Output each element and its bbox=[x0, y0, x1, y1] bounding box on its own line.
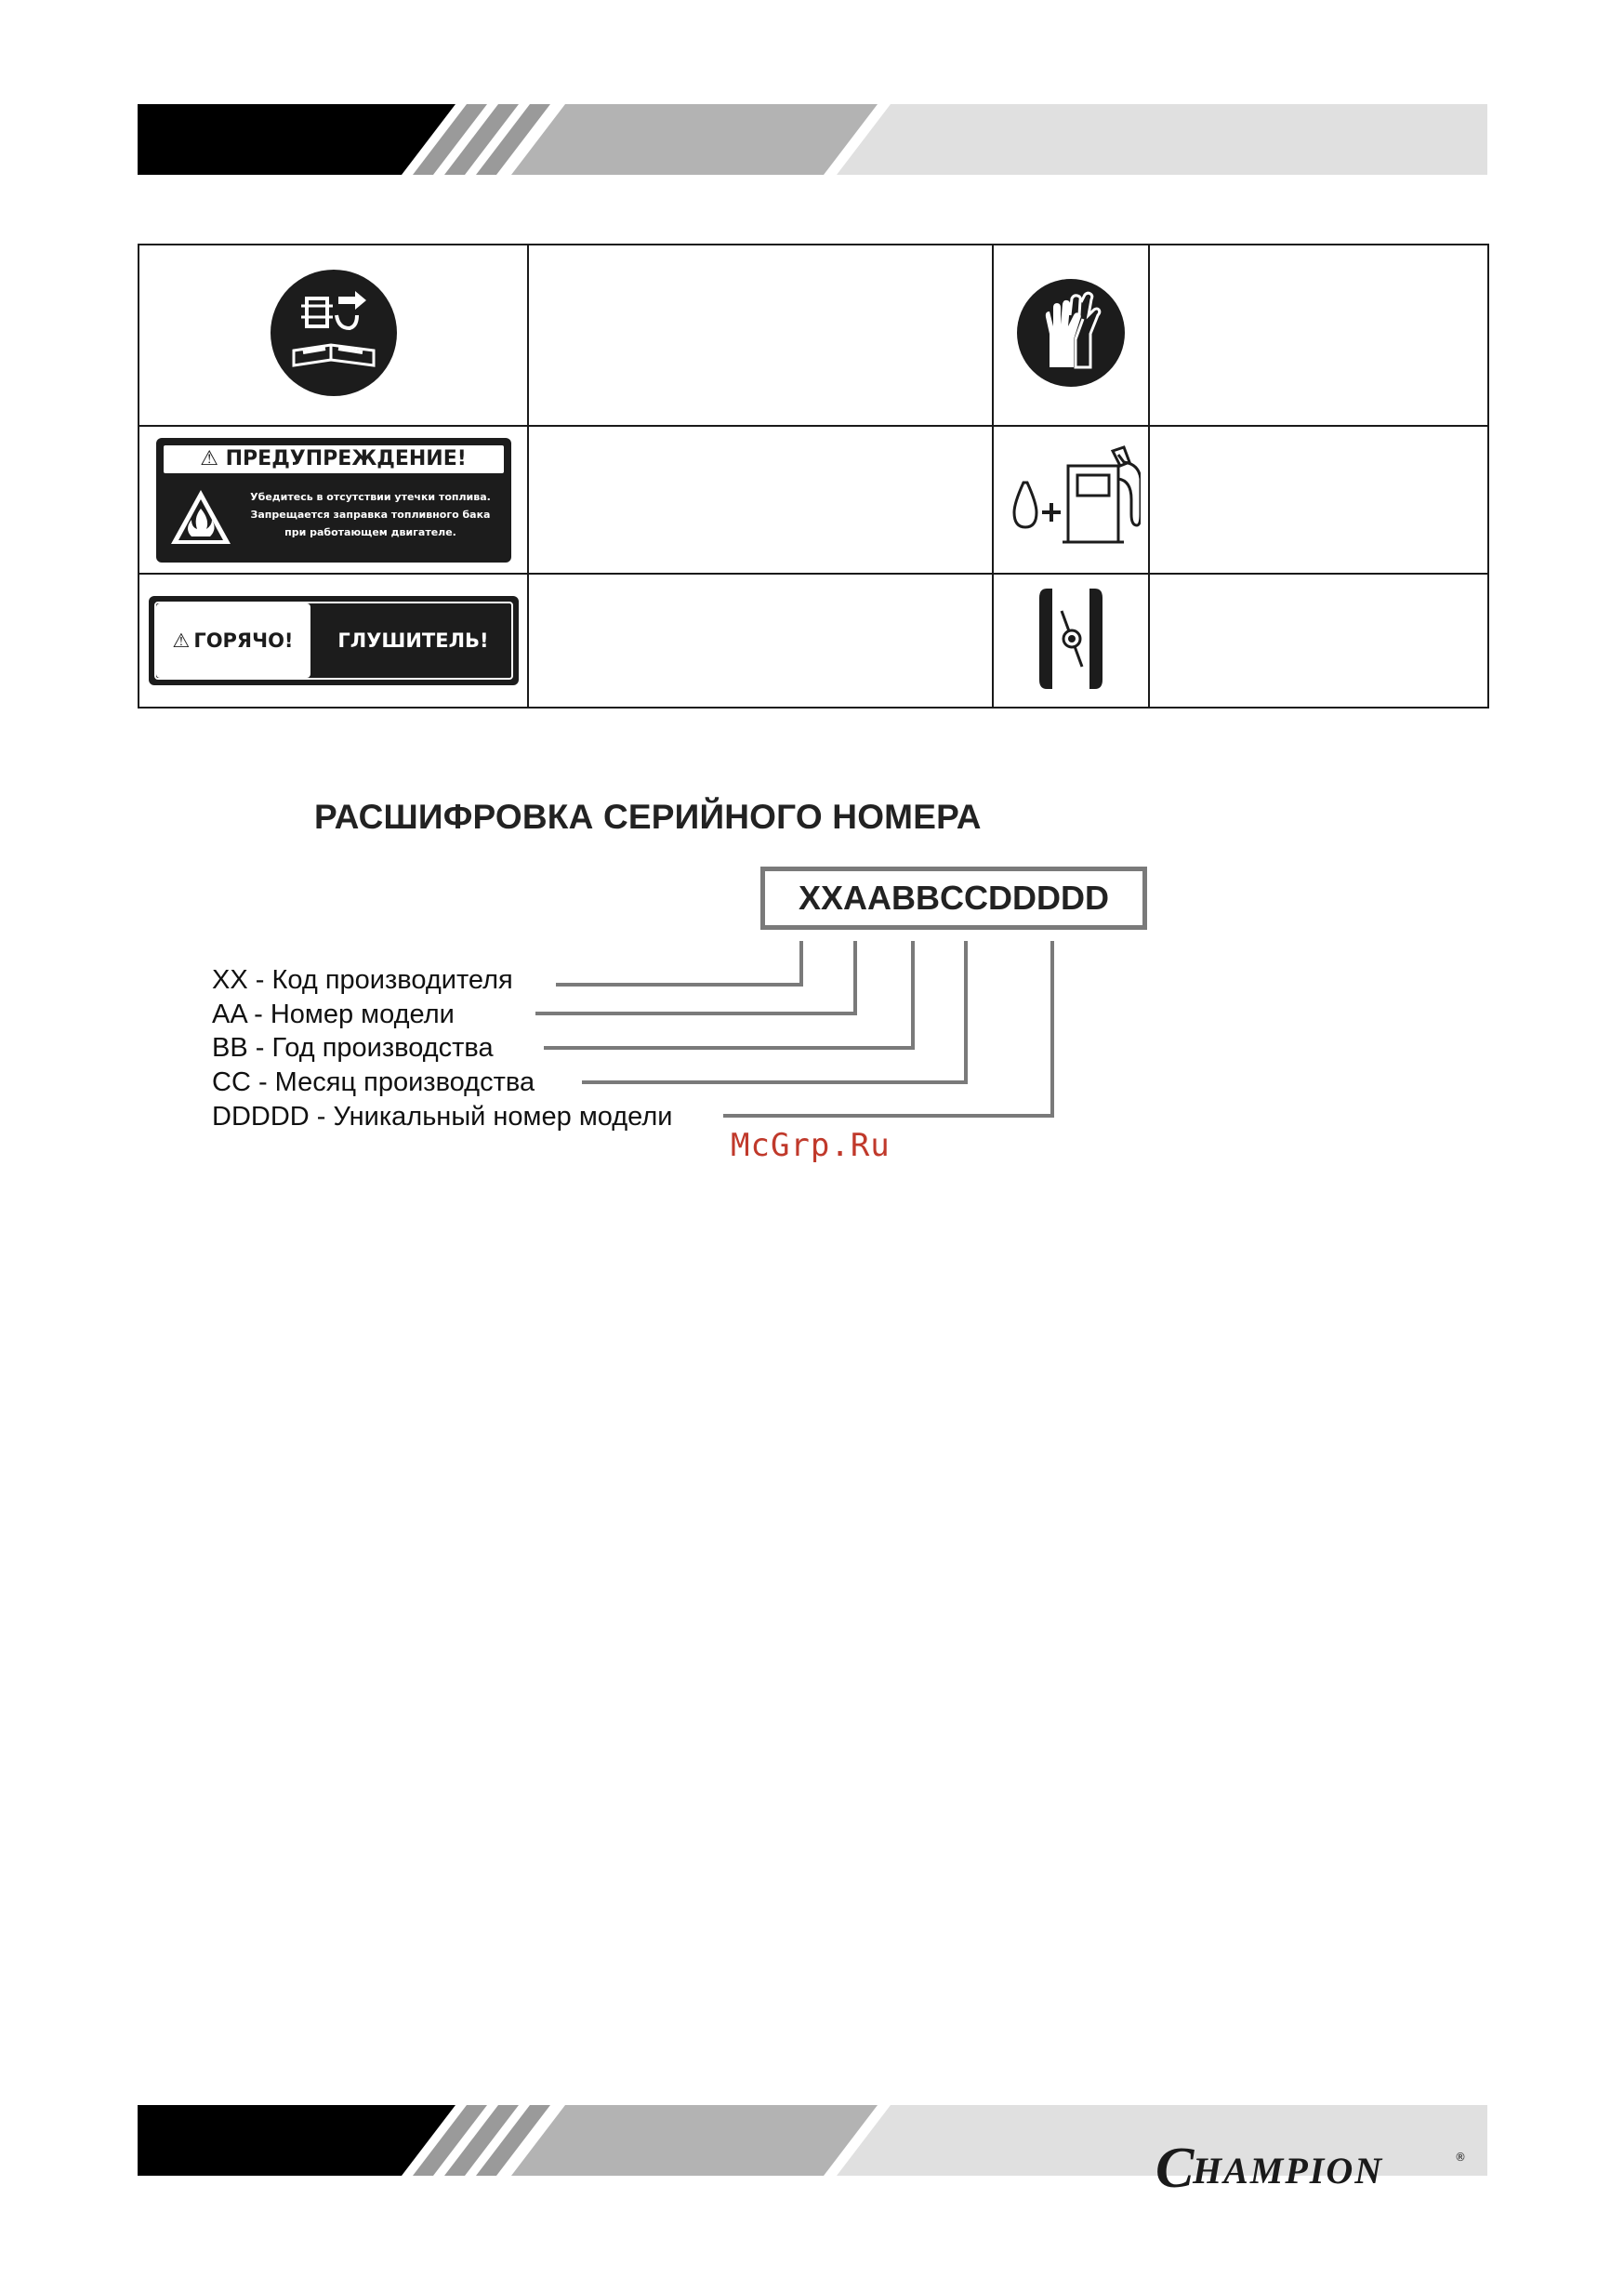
serial-legend-item: BB - Год производства bbox=[212, 1033, 494, 1063]
serial-legend-item: AA - Номер модели bbox=[212, 1000, 455, 1029]
serial-legend-item: CC - Месяц производства bbox=[212, 1067, 535, 1097]
warning-line: при работающем двигателе. bbox=[284, 525, 456, 538]
warning-line: Запрещается заправка топливного бака bbox=[250, 508, 491, 521]
warning-line: Убедитесь в отсутствии утечки топлива. bbox=[250, 490, 491, 503]
watermark-text: McGrp.Ru bbox=[731, 1127, 891, 1164]
hot-label-text: ГОРЯЧО! bbox=[193, 629, 294, 652]
serial-legend-item: XX - Код производителя bbox=[212, 965, 513, 995]
serial-legend-item: DDDDD - Уникальный номер модели bbox=[212, 1102, 673, 1132]
champion-logo bbox=[1152, 2135, 1472, 2200]
svg-text:HAMPION: HAMPION bbox=[1193, 2150, 1384, 2192]
warning-label-title: ⚠ ПРЕДУПРЕЖДЕНИЕ! bbox=[164, 445, 504, 473]
warning-triangle-icon: ⚠ bbox=[200, 446, 218, 470]
svg-text:C: C bbox=[1155, 2137, 1195, 2200]
serial-number-box: XXAABBCCDDDDD bbox=[760, 867, 1147, 930]
warning-triangle-icon: ⚠ bbox=[172, 629, 191, 652]
muffler-label-text: ГЛУШИТЕЛЬ! bbox=[337, 629, 489, 652]
serial-section-title: РАСШИФРОВКА СЕРИЙНОГО НОМЕРА bbox=[314, 798, 982, 836]
svg-text:®: ® bbox=[1455, 2151, 1466, 2164]
